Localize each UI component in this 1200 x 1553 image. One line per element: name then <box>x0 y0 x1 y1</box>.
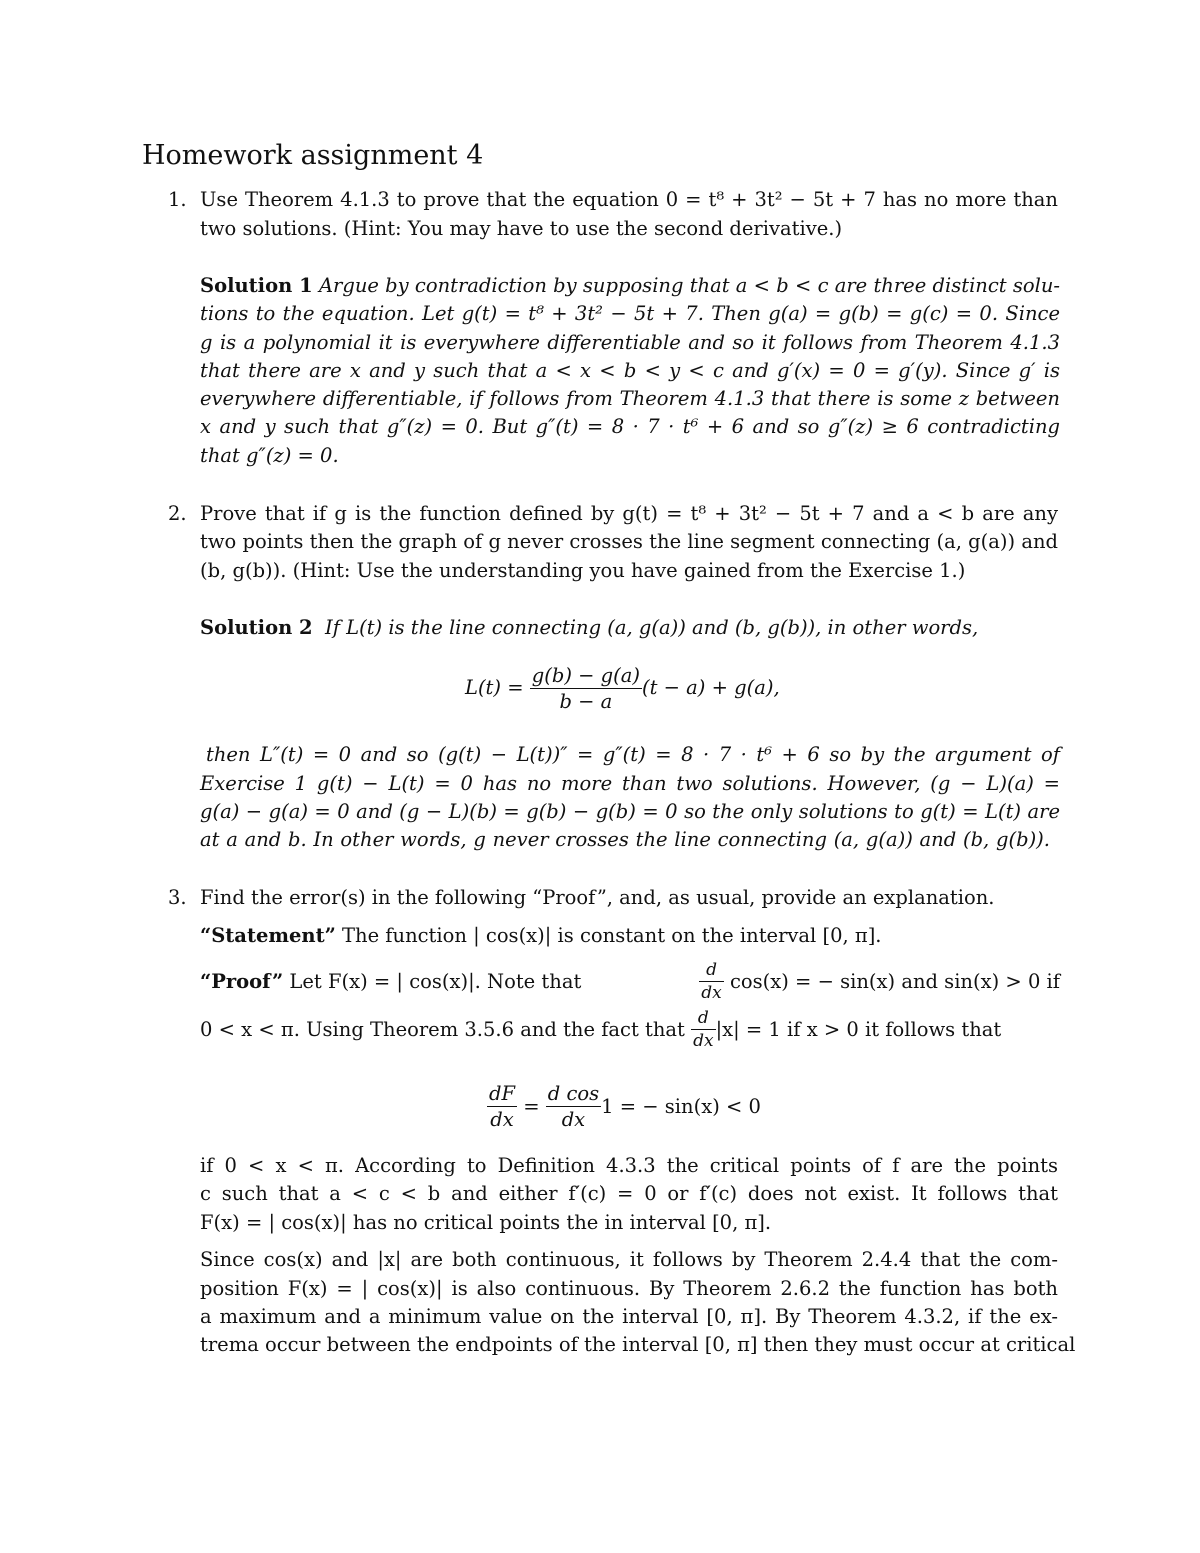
solution-label: Solution 2 <box>200 616 313 639</box>
solution-line <box>200 272 1060 300</box>
proof-text: cos(x) = − sin(x) and sin(x) > 0 if <box>729 969 1060 993</box>
proof-line: if 0 < x < π. According to Definition 4.3.3 the critical points of f are the points <box>200 1154 1058 1177</box>
proof-text: 0 < x < π. Using Theorem 3.5.6 and the fact that <box>200 1017 685 1041</box>
proof-line: c such that a < c < b and either f′(c) = 0 or f′(c) does not exist. It follows that <box>200 1182 1058 1205</box>
proof-line <box>200 1008 1001 1051</box>
problem-text-line: Prove that if g is the function defined by g(t) = t⁸ + 3t² − 5t + 7 and a < b are any <box>200 502 1058 525</box>
problem-text-line: Use Theorem 4.1.3 to prove that the equation 0 = t⁸ + 3t² − 5t + 7 has no more than <box>200 188 1058 211</box>
problem-number: 1. <box>168 188 187 211</box>
solution-line: at a and b. In other words, g never crosses the line connecting (a, g(a)) and (b, g(b)). <box>200 828 1050 851</box>
proof-text: Let F(x) = | cos(x)|. Note that <box>289 969 582 993</box>
fraction-numerator: g(b) − g(a) <box>531 664 640 687</box>
solution-line: x and y such that g″(z) = 0. But g″(t) = 8 · 7 · t⁶ + 6 and so g″(z) ≥ 6 contradicting <box>200 415 1060 438</box>
equation-fraction <box>530 664 642 713</box>
fraction-numerator: d <box>691 1008 715 1030</box>
equation-rhs: 1 = − sin(x) < 0 <box>601 1095 761 1118</box>
fraction-denominator: b − a <box>559 690 613 713</box>
equation-lhs: L(t) = <box>465 676 524 699</box>
proof-line: F(x) = | cos(x)| has no critical points the in interval [0, π]. <box>200 1211 772 1234</box>
display-equation <box>487 1082 761 1131</box>
proof-line <box>200 960 1060 1003</box>
proof-line: trema occur between the endpoints of the interval [0, π] then they must occur at critical <box>200 1333 1076 1356</box>
problem-text-line: two points then the graph of g never crosses the line segment connecting (a, g(a)) and <box>200 530 1058 553</box>
proof-line: Since cos(x) and |x| are both continuous, it follows by Theorem 2.4.4 that the com- <box>200 1248 1058 1271</box>
solution-line: that g″(z) = 0. <box>200 444 339 467</box>
solution-line <box>200 614 978 642</box>
fraction-numerator: dF <box>489 1082 516 1105</box>
problem-text-line: two solutions. (Hint: You may have to use the second derivative.) <box>200 217 843 240</box>
problem-text-line: (b, g(b)). (Hint: Use the understanding you have gained from the Exercise 1.) <box>200 559 966 582</box>
statement-label: “Statement” <box>200 924 336 947</box>
solution-line: that there are x and y such that a < x < b < y < c and g′(x) = 0 = g′(y). Since g′ is <box>200 359 1060 382</box>
equation-rhs: (t − a) + g(a), <box>642 676 780 699</box>
equals-sign: = <box>523 1095 540 1118</box>
proof-line: position F(x) = | cos(x)| is also continuous. By Theorem 2.6.2 the function has both <box>200 1277 1058 1300</box>
fraction-denominator: dx <box>701 983 722 1003</box>
solution-text: Argue by contradiction by supposing that a < b < c are three distinct solu- <box>318 274 1060 297</box>
fraction-numerator: d <box>699 960 723 982</box>
equation-fraction <box>487 1082 517 1131</box>
problem-text-line: Find the error(s) in the following “Proof”, and, as usual, provide an explanation. <box>200 886 995 909</box>
derivative-fraction <box>699 960 723 1003</box>
problem-number: 3. <box>168 886 187 909</box>
equation-fraction <box>546 1082 601 1131</box>
statement-text: The function | cos(x)| is constant on the interval [0, π]. <box>342 924 882 947</box>
solution-line: then L″(t) = 0 and so (g(t) − L(t))″ = g″(t) = 8 · 7 · t⁶ + 6 so by the argument of <box>206 743 1060 766</box>
solution-line: Exercise 1 g(t) − L(t) = 0 has no more than two solutions. However, (g − L)(a) = <box>200 772 1060 795</box>
solution-line: g is a polynomial it is everywhere differentiable and so it follows from Theorem 4.1.3 <box>200 331 1060 354</box>
solution-line: g(a) − g(a) = 0 and (g − L)(b) = g(b) − g(b) = 0 so the only solutions to g(t) = L(t) are <box>200 800 1060 823</box>
solution-label: Solution 1 <box>200 274 313 297</box>
fraction-numerator: d cos <box>547 1082 600 1105</box>
solution-line: everywhere differentiable, if follows from Theorem 4.1.3 that there is some z between <box>200 387 1060 410</box>
proof-line: a maximum and a minimum value on the interval [0, π]. By Theorem 4.3.2, if the ex- <box>200 1305 1058 1328</box>
fraction-denominator: dx <box>693 1031 714 1051</box>
proof-label: “Proof” <box>200 969 284 993</box>
fraction-denominator: dx <box>561 1108 586 1131</box>
proof-text-b <box>699 960 1060 1003</box>
solution-line: tions to the equation. Let g(t) = t⁸ + 3t² − 5t + 7. Then g(a) = g(b) = g(c) = 0. Since <box>200 302 1060 325</box>
problem-number: 2. <box>168 502 187 525</box>
fraction-denominator: dx <box>490 1108 514 1131</box>
proof-text: |x| = 1 if x > 0 it follows that <box>715 1017 1002 1041</box>
statement-line <box>200 922 882 950</box>
proof-text-a <box>200 968 581 996</box>
display-equation <box>465 664 780 713</box>
solution-text: If L(t) is the line connecting (a, g(a)) and (b, g(b)), in other words, <box>325 616 979 639</box>
derivative-fraction <box>691 1008 715 1051</box>
page-title: Homework assignment 4 <box>142 140 484 171</box>
